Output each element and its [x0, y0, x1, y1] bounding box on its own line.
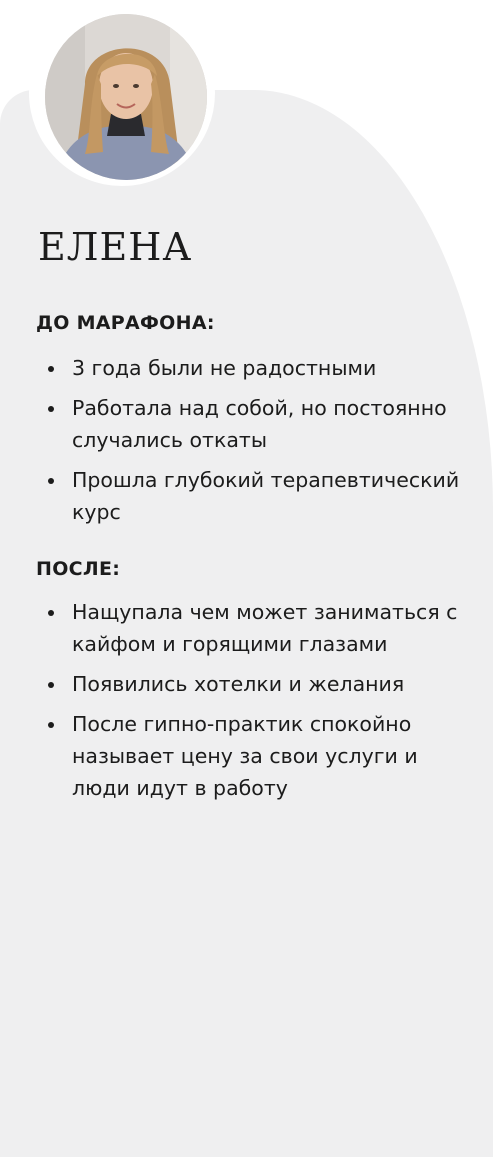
- before-section-title: ДО МАРАФОНА:: [36, 312, 215, 334]
- before-list: [46, 352, 476, 536]
- after-item-text: Нащупала чем может заниматься с кайфом и горящими глазами: [72, 600, 458, 656]
- person-name: ЕЛЕНА: [38, 225, 193, 269]
- before-list-item: [46, 392, 476, 456]
- bullet-icon: [48, 406, 54, 412]
- after-list-item: [46, 668, 476, 700]
- bullet-icon: [48, 610, 54, 616]
- after-list-item: [46, 708, 476, 804]
- bullet-icon: [48, 478, 54, 484]
- after-list: [46, 596, 476, 812]
- after-section-title: ПОСЛЕ:: [36, 558, 121, 580]
- before-list-item: [46, 464, 476, 528]
- before-item-text: Прошла глубокий терапевтический курс: [72, 468, 460, 524]
- before-item-text: 3 года были не радостными: [72, 356, 377, 380]
- after-item-text: Появились хотелки и желания: [72, 672, 405, 696]
- bullet-icon: [48, 722, 54, 728]
- after-list-item: [46, 596, 476, 660]
- avatar-photo: [45, 14, 207, 180]
- before-item-text: Работала над собой, но постоянно случались откаты: [72, 396, 447, 452]
- before-list-item: [46, 352, 476, 384]
- after-item-text: После гипно-практик спокойно называет цену за свои услуги и люди идут в работу: [72, 712, 418, 800]
- bullet-icon: [48, 366, 54, 372]
- bullet-icon: [48, 682, 54, 688]
- avatar: [45, 14, 207, 180]
